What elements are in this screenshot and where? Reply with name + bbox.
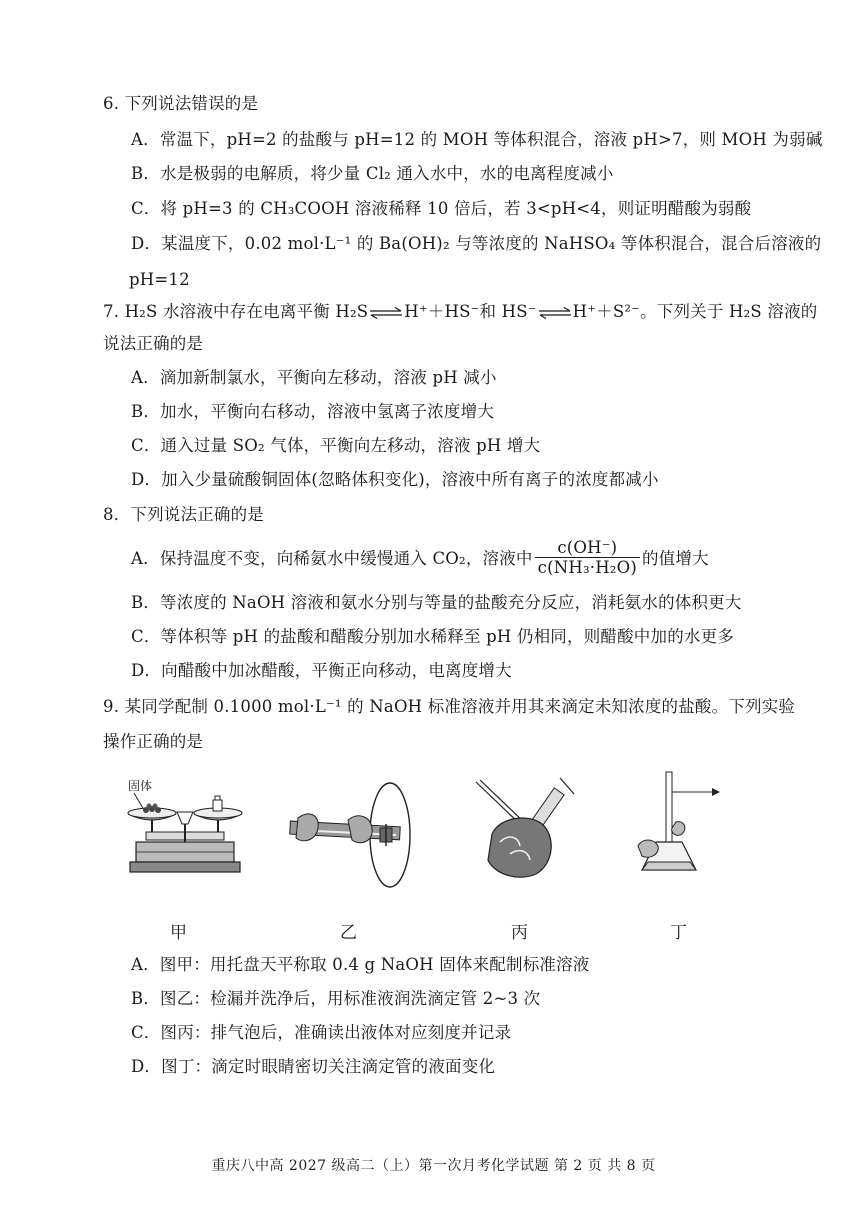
q7-stem-continued: 说法正确的是	[103, 334, 204, 353]
fraction-numerator: c(OH⁻)	[535, 538, 640, 558]
q9-option-c: C．图丙：排气泡后，准确读出液体对应刻度并记录	[131, 1023, 512, 1042]
burette-rinse-figure	[286, 780, 426, 890]
q7-stem-part-a: 7. H₂S 水溶液中存在电离平衡 H₂S	[103, 302, 369, 321]
equilibrium-arrow-icon	[369, 307, 403, 319]
q6-option-b: B．水是极弱的电解质，将少量 Cl₂ 通入水中，水的电离程度减小	[131, 164, 614, 183]
q7-stem	[103, 302, 817, 322]
figure-label-bing: 丙	[511, 923, 528, 943]
solid-label: 固体	[128, 779, 153, 793]
q8-option-a	[131, 540, 709, 579]
figure-label-ding: 丁	[670, 923, 687, 943]
q7-option-b: B．加水，平衡向右移动，溶液中氢离子浓度增大	[131, 402, 495, 421]
q9-stem: 9. 某同学配制 0.1000 mol·L⁻¹ 的 NaOH 标准溶液并用其来滴定未知浓度的盐酸。下列实验	[103, 697, 796, 716]
q8-option-c: C．等体积等 pH 的盐酸和醋酸分别加水稀释至 pH 仍相同，则醋酸中加的水更多	[131, 627, 735, 646]
q6-option-a: A．常温下，pH=2 的盐酸与 pH=12 的 MOH 等体积混合，溶液 pH>7，则 MOH 为弱碱	[131, 130, 823, 149]
q6-stem: 6. 下列说法错误的是	[103, 94, 259, 113]
q6-option-d: D．某温度下，0.02 mol·L⁻¹ 的 Ba(OH)₂ 与等浓度的 NaHSO₄ 等体积混合，混合后溶液的	[131, 234, 822, 253]
q6-option-c: C．将 pH=3 的 CH₃COOH 溶液稀释 10 倍后，若 3<pH<4，则证明醋酸为弱酸	[131, 199, 752, 218]
page-footer: 重庆八中高 2027 级高二（上）第一次月考化学试题 第 2 页 共 8 页	[211, 1158, 656, 1174]
q7-stem-part-b: H⁺＋HS⁻和 HS⁻	[404, 302, 537, 321]
q8-option-b: B．等浓度的 NaOH 溶液和氨水分别与等量的盐酸充分反应，消耗氨水的体积更大	[131, 593, 742, 612]
q7-option-d: D．加入少量硫酸铜固体(忽略体积变化)，溶液中所有离子的浓度都减小	[131, 470, 659, 489]
figure-label-yi: 乙	[340, 923, 357, 943]
equilibrium-arrow-icon	[538, 307, 572, 319]
q8-stem: 8．下列说法正确的是	[103, 505, 264, 524]
q7-option-a: A．滴加新制氯水，平衡向左移动，溶液 pH 减小	[131, 368, 497, 387]
q9-stem-continued: 操作正确的是	[103, 732, 204, 751]
q8-option-a-suffix: 的值增大	[641, 549, 709, 568]
q8-option-d: D．向醋酸中加冰醋酸，平衡正向移动，电离度增大	[131, 661, 512, 680]
q7-option-c: C．通入过量 SO₂ 气体，平衡向左移动，溶液 pH 增大	[131, 436, 541, 455]
concentration-ratio-fraction	[535, 538, 640, 577]
burette-bubble-figure	[470, 776, 590, 886]
q6-option-d-continued: pH=12	[129, 270, 190, 289]
q9-option-b: B．图乙：检漏并洗净后，用标准液润洗滴定管 2~3 次	[131, 989, 541, 1008]
fraction-denominator: c(NH₃·H₂O)	[537, 558, 637, 577]
figure-label-jia: 甲	[170, 923, 187, 943]
q9-option-a: A．图甲：用托盘天平称取 0.4 g NaOH 固体来配制标准溶液	[131, 955, 590, 974]
q7-stem-part-c: H⁺＋S²⁻。下列关于 H₂S 溶液的	[572, 302, 818, 321]
titration-figure	[632, 770, 742, 878]
q9-option-d: D．图丁：滴定时眼睛密切关注滴定管的液面变化	[131, 1057, 496, 1076]
q8-option-a-text: A．保持温度不变，向稀氨水中缓慢通入 CO₂，溶液中	[131, 549, 533, 568]
tray-balance-figure	[122, 776, 247, 882]
